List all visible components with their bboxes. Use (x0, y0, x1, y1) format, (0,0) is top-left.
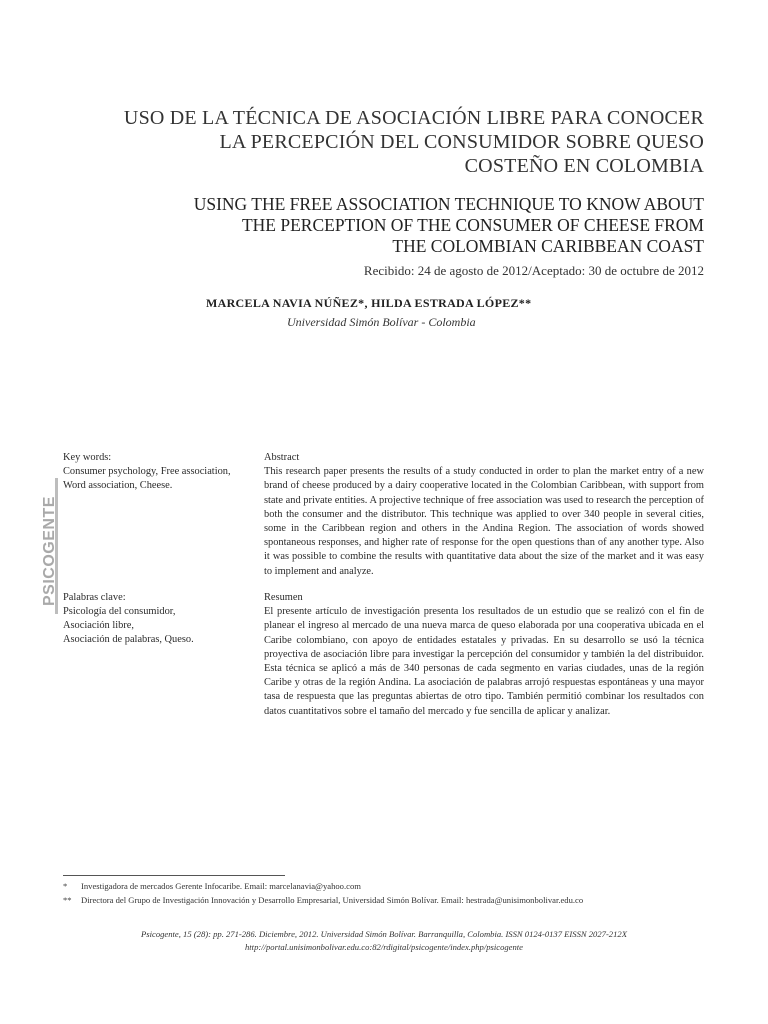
footnote-divider (63, 875, 285, 876)
resumen-section (264, 591, 704, 719)
authors: MARCELA NAVIA NÚÑEZ*, HILDA ESTRADA LÓPEZ** (206, 296, 532, 310)
footnote (63, 894, 723, 906)
keywords-item: Word association, Cheese. (63, 480, 173, 491)
received-accepted-dates: Recibido: 24 de agosto de 2012/Aceptado: 30 de octubre de 2012 (363, 263, 704, 278)
resumen-label: Resumen (264, 592, 303, 603)
footnote-text: Directora del Grupo de Investigación Innovación y Desarrollo Empresarial, Universidad Simón Bolívar. Email: hestrada@unisimonbolivar.edu.co (81, 895, 584, 905)
affiliation: Universidad Simón Bolívar - Colombia (287, 315, 476, 329)
title-english-line: THE PERCEPTION OF THE CONSUMER OF CHEESE FROM (241, 215, 704, 235)
keywords-label: Key words: (63, 452, 112, 463)
footnote (63, 880, 723, 892)
footnote-mark: * (63, 881, 68, 891)
journal-citation: Psicogente, 15 (28): pp. 271-286. Diciembre, 2012. Universidad Simón Bolívar. Barranquilla, Colombia. ISSN 0124-0137 EISSN 2027-212X (141, 929, 627, 939)
palabras-clave-item: Psicología del consumidor, (63, 606, 176, 617)
footnote-mark: ** (63, 895, 72, 905)
title-english-line: USING THE FREE ASSOCIATION TECHNIQUE TO KNOW ABOUT (193, 194, 704, 214)
resumen-text: El presente artículo de investigación presenta los resultados de un estudio que se realizó con el fin de planear el ingreso al mercado de una nueva marca de queso elaborada por una cooperativa ubicada en el Caribe colombiano, con apoyo de entidades estatales y privadas. En su desarrollo se usó la técnica proyectiva de asociación libre para investigar la percepción del consumidor y también la del distribuidor. Esta técnica se aplicó a más de 340 personas de cada segmento en varias ciudades, unas de la región Caribe y otras de la región Andina. La asociación de palabras arrojó respuestas espontáneas y una mayor tasa de respuesta que las preguntas abiertas de otro tipo. También permitió combinar los resultados con datos cuantitativos sobre el tamaño del mercado y fue sencilla de aplicar y analizar. (264, 606, 704, 717)
title-spanish-line: COSTEÑO EN COLOMBIA (464, 155, 704, 177)
palabras-clave-item: Asociación de palabras, Queso. (63, 634, 194, 645)
footnote-text: Investigadora de mercados Gerente Infocaribe. Email: marcelanavia@yahoo.com (81, 881, 361, 891)
keywords-section (63, 451, 253, 493)
palabras-clave-item: Asociación libre, (63, 620, 134, 631)
keywords-item: Consumer psychology, Free association, (63, 466, 231, 477)
palabras-clave-section (63, 591, 253, 647)
abstract-label: Abstract (264, 452, 300, 463)
journal-url: http://portal.unisimonbolivar.edu.co:82/rdigital/psicogente/index.php/psicogente (245, 942, 523, 952)
abstract-section (264, 451, 704, 579)
title-english (64, 194, 704, 257)
palabras-clave-label: Palabras clave: (63, 592, 126, 603)
title-spanish-line: LA PERCEPCIÓN DEL CONSUMIDOR SOBRE QUESO (219, 131, 704, 153)
abstract-text: This research paper presents the results of a study conducted in order to plan the market entry of a new brand of cheese produced by a dairy cooperative located in the Colombian Caribbean, with support from state and private entities. A projective technique of free association was used to research the perception of both the consumer and the distributor. This technique was applied to over 340 people in several cities, some in the Caribbean region and others in the Andina Region. The association of words showed spontaneous responses, and higher rate of response for the open questions than of any another type. Also it was possible to combine the results with quantitative data about the size of the market and it was easy to implement and analyze. (264, 466, 704, 577)
title-spanish-line: USO DE LA TÉCNICA DE ASOCIACIÓN LIBRE PARA CONOCER (123, 107, 704, 129)
svg-text:PSICOGENTE: PSICOGENTE (41, 496, 58, 606)
title-english-line: THE COLOMBIAN CARIBBEAN COAST (392, 236, 704, 256)
title-spanish (64, 106, 704, 178)
